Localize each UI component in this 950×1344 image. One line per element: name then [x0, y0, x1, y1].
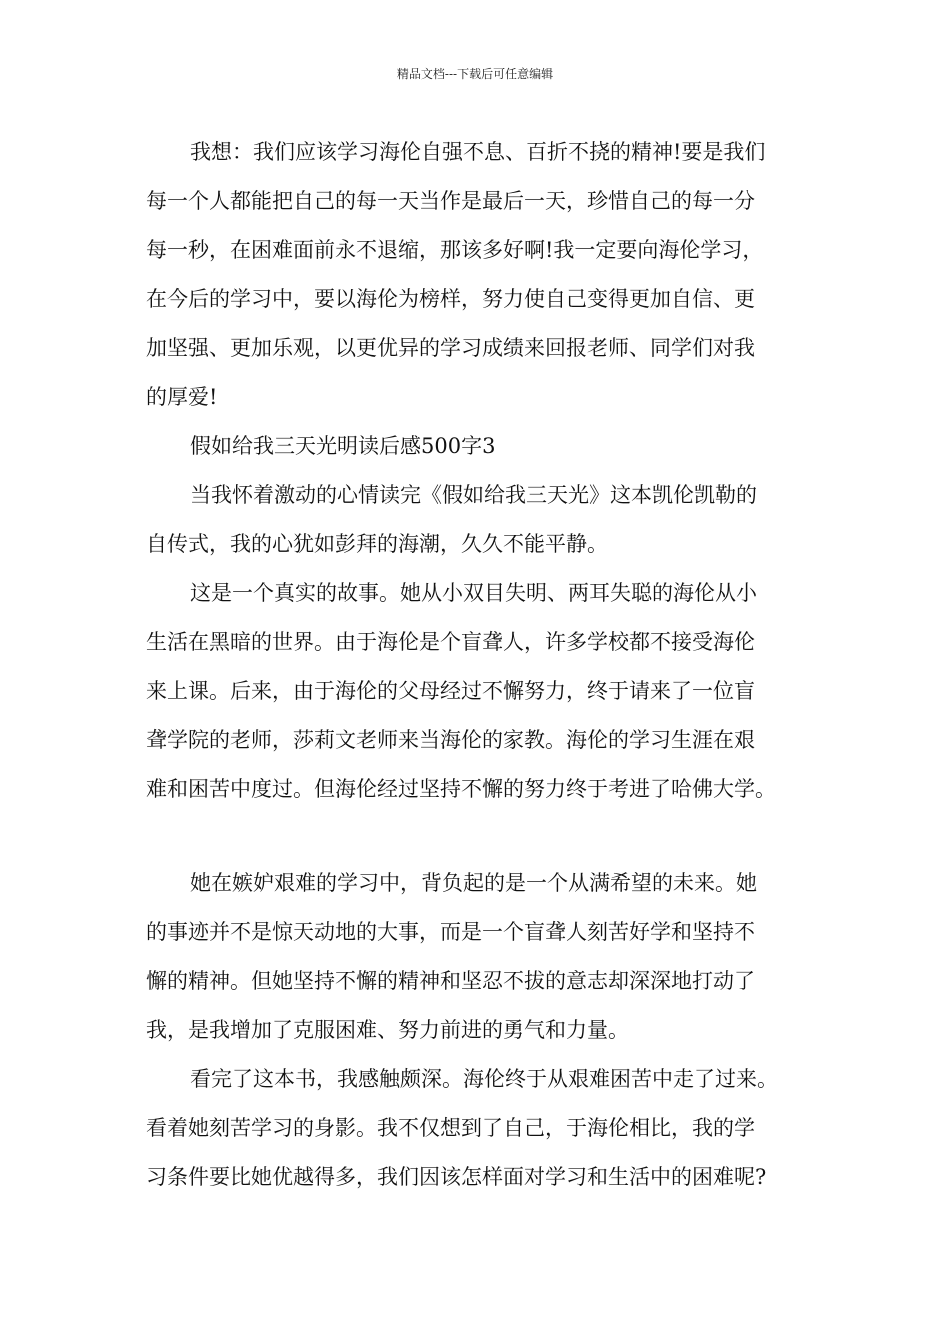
paragraph-line: 她在嫉妒艰难的学习中，背负起的是一个从满希望的未来。她	[190, 871, 757, 895]
paragraph-line: 的厚爱!	[146, 385, 218, 409]
paragraph-line: 的事迹并不是惊天动地的大事，而是一个盲聋人刻苦好学和坚持不	[146, 920, 755, 944]
paragraph-line: 来上课。后来，由于海伦的父母经过不懈努力，终于请来了一位盲	[146, 679, 755, 703]
paragraph-line: 当我怀着激动的心情读完《假如给我三天光》这本凯伦凯勒的	[190, 483, 757, 507]
document-body	[146, 128, 812, 1202]
paragraph-line: 每一秒，在困难面前永不退缩，那该多好啊!我一定要向海伦学习，	[146, 238, 764, 262]
paragraph-line: 生活在黑暗的世界。由于海伦是个盲聋人，许多学校都不接受海伦	[146, 630, 755, 654]
paragraph-line: 聋学院的老师，莎莉文老师来当海伦的家教。海伦的学习生涯在艰	[146, 728, 755, 752]
paragraph-line: 自传式，我的心犹如彭拜的海潮，久久不能平静。	[146, 532, 608, 556]
paragraph-line: 难和困苦中度过。但海伦经过坚持不懈的努力终于考进了哈佛大学。	[146, 777, 776, 801]
paragraph-line: 这是一个真实的故事。她从小双目失明、两耳失聪的海伦从小	[190, 581, 757, 605]
paragraph-line: 每一个人都能把自己的每一天当作是最后一天，珍惜自己的每一分	[146, 189, 755, 213]
paragraph-line: 看着她刻苦学习的身影。我不仅想到了自己，于海伦相比，我的学	[146, 1116, 755, 1140]
page-header: 精品文档---下载后可任意编辑	[396, 67, 554, 81]
paragraph-line: 习条件要比她优越得多，我们因该怎样面对学习和生活中的困难呢?	[146, 1165, 767, 1189]
paragraph-line: 我，是我增加了克服困难、努力前进的勇气和力量。	[146, 1018, 629, 1042]
paragraph-line: 懈的精神。但她坚持不懈的精神和坚忍不拔的意志却深深地打动了	[146, 969, 755, 993]
paragraph-line: 在今后的学习中，要以海伦为榜样，努力使自己变得更加自信、更	[146, 287, 755, 311]
paragraph-line: 看完了这本书，我感触颇深。海伦终于从艰难困苦中走了过来。	[190, 1067, 778, 1091]
section-heading: 假如给我三天光明读后感500字3	[190, 434, 496, 458]
paragraph-line: 加坚强、更加乐观，以更优异的学习成绩来回报老师、同学们对我	[146, 336, 755, 360]
paragraph-line: 我想：我们应该学习海伦自强不息、百折不挠的精神!要是我们	[190, 140, 766, 164]
paragraph-spacer	[146, 814, 812, 859]
